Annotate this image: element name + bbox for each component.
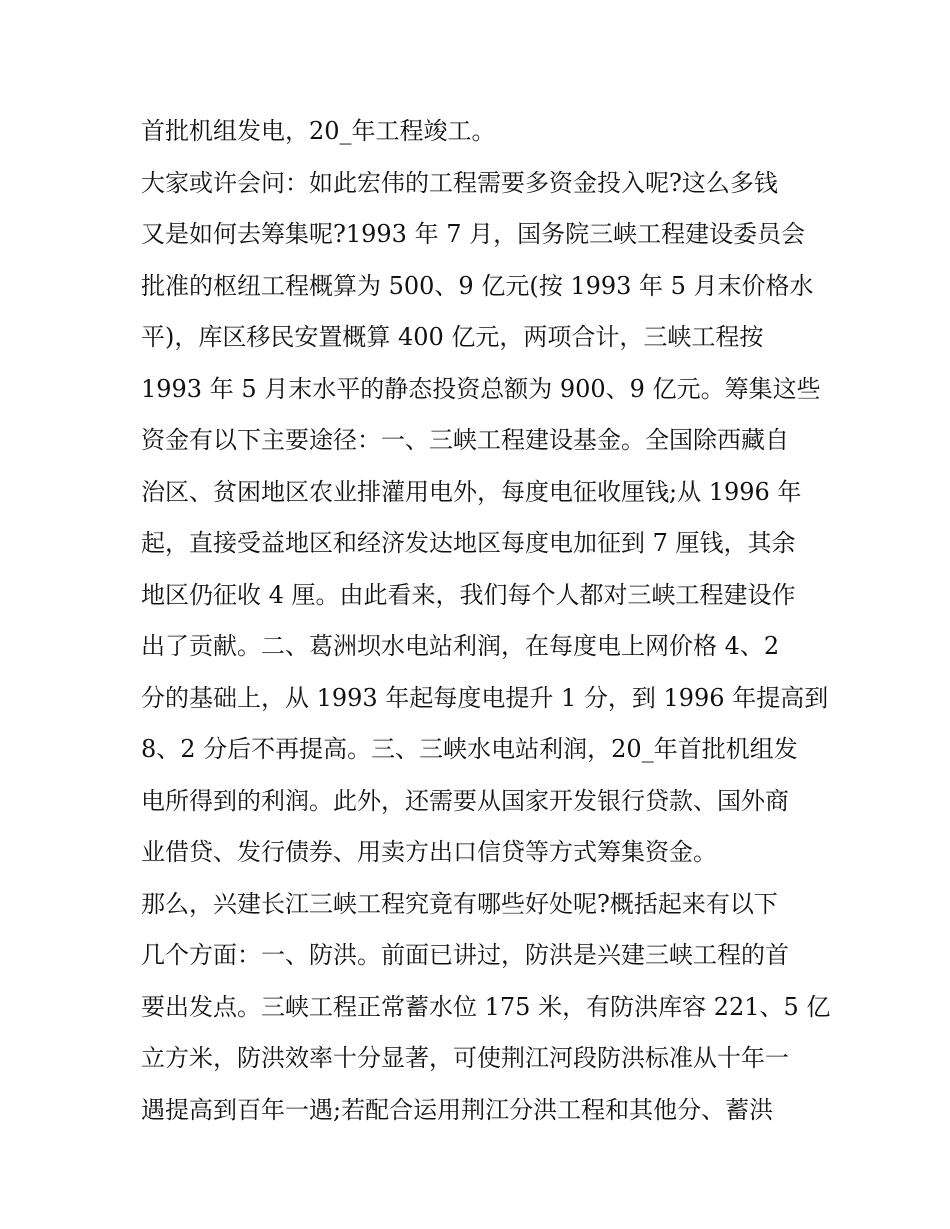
text-line: 立方米，防洪效率十分显著，可使荆江河段防洪标准从十年一 bbox=[141, 1044, 789, 1072]
text-line: 治区、贫困地区农业排灌用电外，每度电征收厘钱;从 1996 年 bbox=[141, 477, 802, 506]
text-line: 出了贡献。二、葛洲坝水电站利润，在每度电上网价格 4、2 bbox=[141, 632, 780, 660]
text-line: 1993 年 5 月末水平的静态投资总额为 900、9 亿元。筹集这些 bbox=[141, 374, 821, 403]
text-line: 资金有以下主要途径：一、三峡工程建设基金。全国除西藏自 bbox=[141, 426, 789, 454]
text-line: 电所得到的利润。此外，还需要从国家开发银行贷款、国外商 bbox=[141, 786, 789, 815]
text-line: 8、2 分后不再提高。三、三峡水电站利润，20_年首批机组发 bbox=[141, 735, 798, 763]
text-line: 遇提高到百年一遇;若配合运用荆江分洪工程和其他分、蓄洪 bbox=[141, 1095, 774, 1124]
text-line: 几个方面：一、防洪。前面已讲过，防洪是兴建三峡工程的首 bbox=[141, 941, 789, 969]
text-line: 又是如何去筹集呢?1993 年 7 月，国务院三峡工程建设委员会 bbox=[141, 220, 806, 248]
text-line: 起，直接受益地区和经济发达地区每度电加征到 7 厘钱，其余 bbox=[141, 529, 796, 557]
text-line: 平)，库区移民安置概算 400 亿元，两项合计，三峡工程按 bbox=[141, 323, 764, 351]
text-line: 要出发点。三峡工程正常蓄水位 175 米，有防洪库容 221、5 亿 bbox=[141, 992, 831, 1021]
text-line: 那么，兴建长江三峡工程究竟有哪些好处呢?概括起来有以下 bbox=[141, 889, 778, 918]
text-line: 业借贷、发行债券、用卖方出口信贷等方式筹集资金。 bbox=[141, 838, 717, 866]
body-text bbox=[141, 106, 831, 1136]
text-line: 分的基础上，从 1993 年起每度电提升 1 分，到 1996 年提高到 bbox=[141, 683, 829, 712]
text-line: 大家或许会问：如此宏伟的工程需要多资金投入呢?这么多钱 bbox=[141, 168, 778, 197]
text-line: 首批机组发电，20_年工程竣工。 bbox=[141, 117, 496, 145]
text-line: 批准的枢纽工程概算为 500、9 亿元(按 1993 年 5 月末价格水 bbox=[141, 271, 814, 300]
text-line: 地区仍征收 4 厘。由此看来，我们每个人都对三峡工程建设作 bbox=[141, 580, 796, 609]
